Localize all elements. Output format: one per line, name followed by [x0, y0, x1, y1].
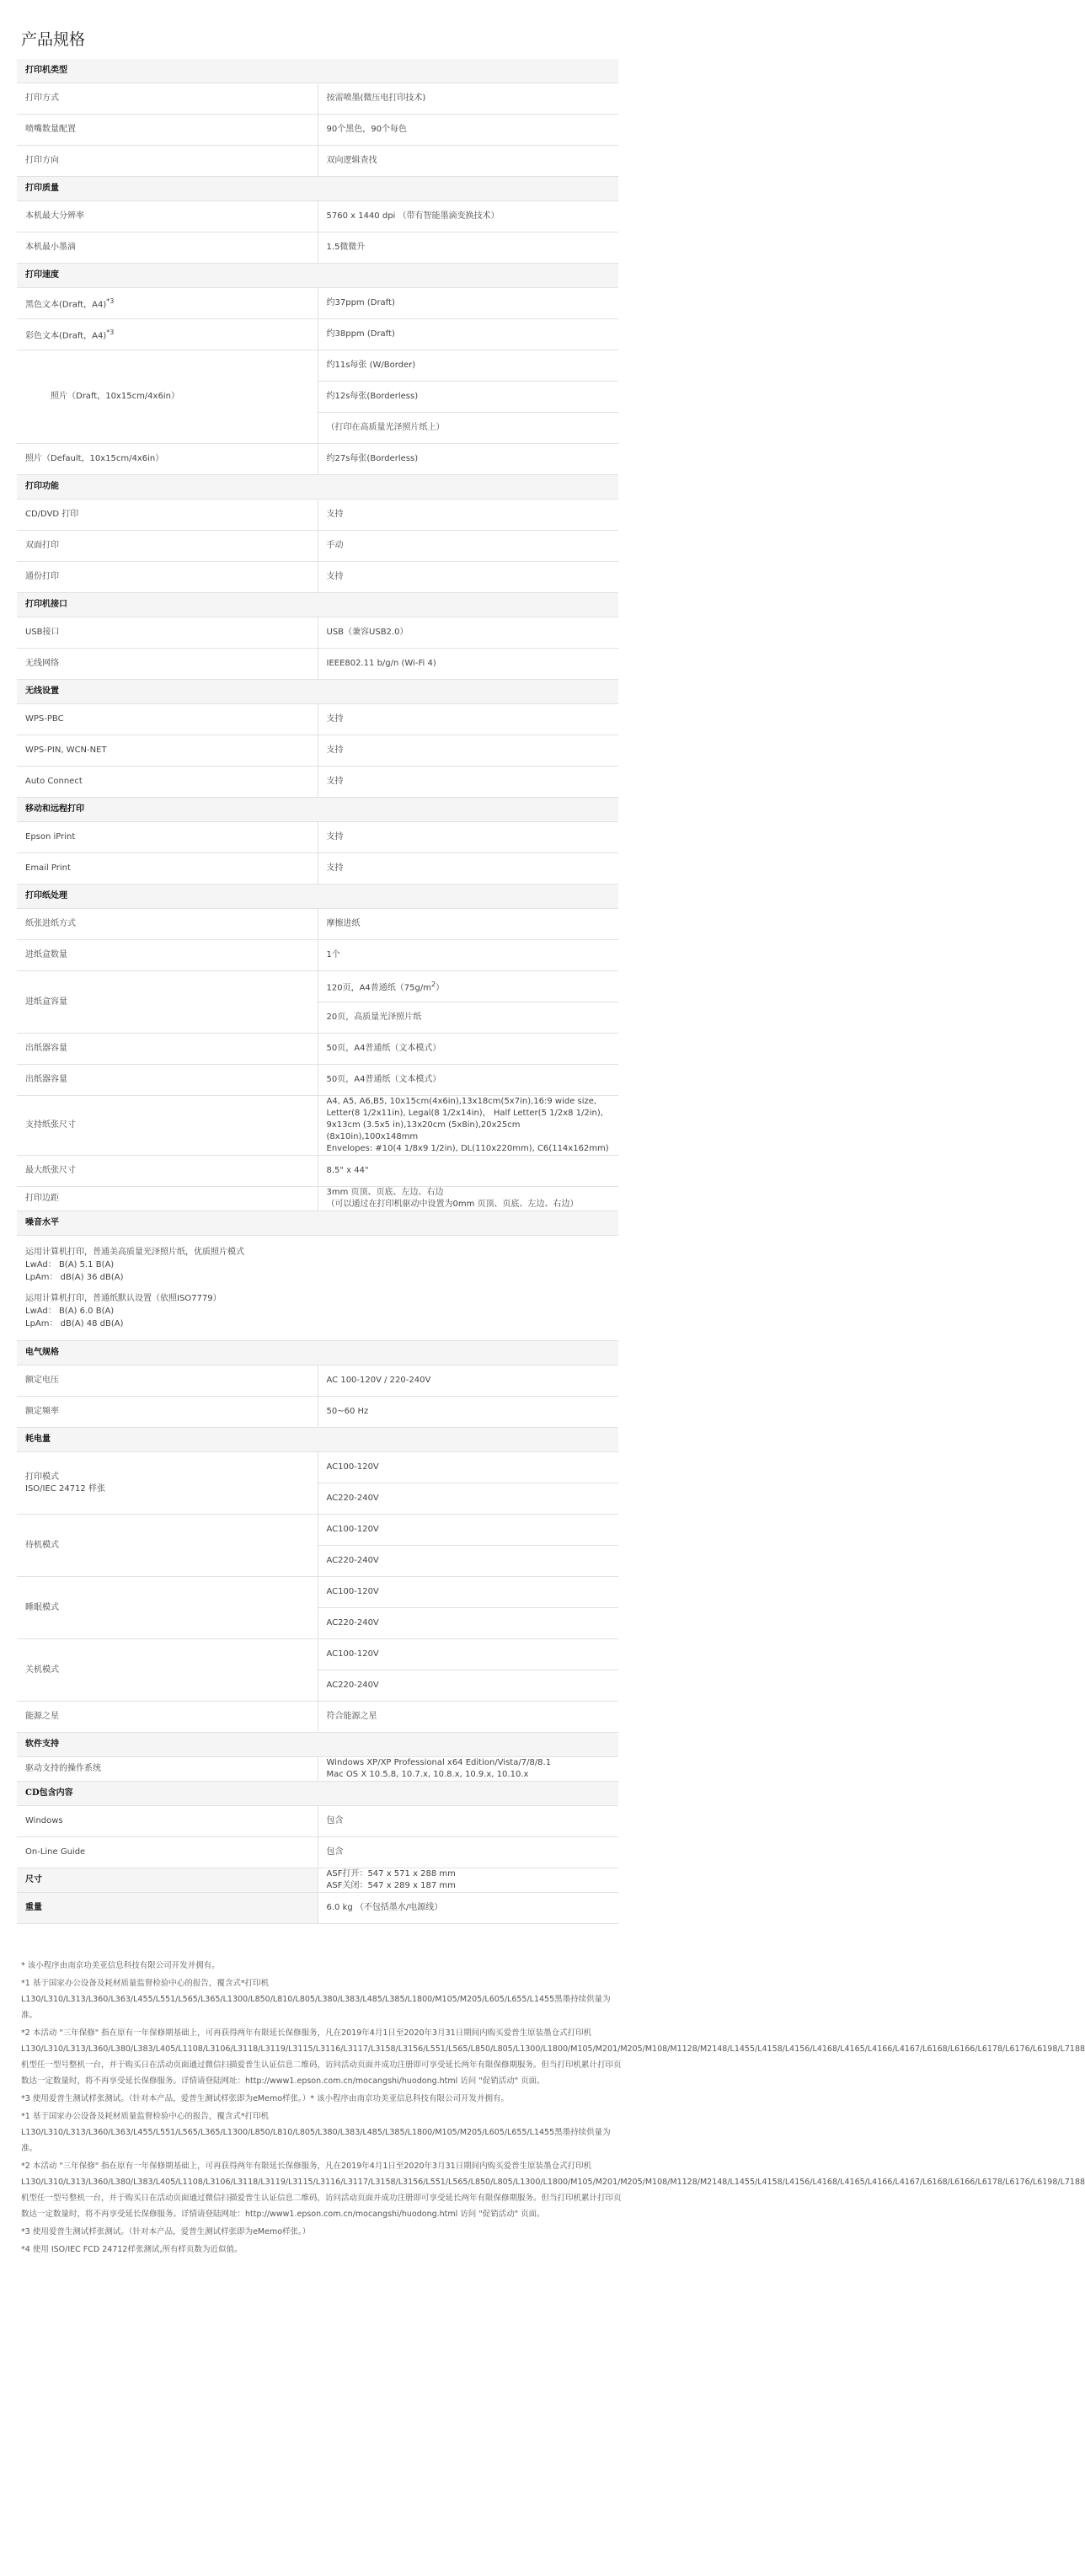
row-value: AC220-240V — [318, 1546, 618, 1577]
row-label: USB接口 — [17, 617, 318, 649]
row-label: 能源之星 — [17, 1702, 318, 1733]
row-label: 打印方式 — [17, 83, 318, 115]
row-value: 90个黑色，90个每色 — [318, 115, 618, 146]
row-value: AC 100-120V / 220-240V — [318, 1365, 618, 1397]
row-label: 无线网络 — [17, 649, 318, 680]
row-label: 打印方向 — [17, 146, 318, 177]
row-value: IEEE802.11 b/g/n (Wi-Fi 4) — [318, 649, 618, 680]
row-value: Windows XP/XP Professional x64 Edition/Vista/7/8/8.1 Mac OS X 10.5.8, 10.7.x, 10.8.x, 10.9.x, 10.10.x — [318, 1757, 618, 1782]
row-label: 纸张进纸方式 — [17, 909, 318, 940]
footnotes — [21, 1958, 1085, 2258]
row-value: 包含 — [318, 1806, 618, 1837]
row-label: 喷嘴数量配置 — [17, 115, 318, 146]
row-value: AC220-240V — [318, 1483, 618, 1515]
row-label: 照片（Draft，10x15cm/4x6in） — [17, 350, 318, 444]
row-value: 5760 x 1440 dpi （带有智能墨滴变换技术） — [318, 201, 618, 232]
row-label: On-Line Guide — [17, 1837, 318, 1868]
row-value: AC100-120V — [318, 1452, 618, 1483]
footnote: *1 基于国家办公设备及耗材质量监督检验中心的报告，覆含式*打印机L130/L310/L313/L360/L363/L455/L551/L565/L365/L1300/L850/L810/L805/L380/L383/L485/L385/L1800/M105/M205/L605/L655/L1455黑墨持续供量为准。 — [21, 2112, 611, 2153]
row-value: 手动 — [318, 531, 618, 562]
row-value: A4, A5, A6,B5, 10x15cm(4x6in),13x18cm(5x7in),16:9 wide size, Letter(8 1/2x11in), Legal(8 1/2x14in)， Half Letter(5 1/2x8 1/2in), 9x13cm (3.5x5 in),13x20cm (5x8in),20x25cm (8x10in),100x148mm Envelopes: #10(4 1/8x9 1/2in), DL(110x220mm), C6(114x162mm) — [318, 1096, 618, 1156]
row-value: AC100-120V — [318, 1639, 618, 1670]
row-value: 约27s每张(Borderless) — [318, 444, 618, 475]
row-label: 打印模式 ISO/IEC 24712 样张 — [17, 1452, 318, 1515]
footnote: *3 使用爱普生测试样张测试。（针对本产品，爱普生测试样张即为eMemo样张。） — [21, 2227, 311, 2237]
row-label: WPS-PBC — [17, 704, 318, 735]
row-value: 支持 — [318, 562, 618, 593]
footnote: * 该小程序由南京功美亚信息科技有限公司开发并拥有。 — [21, 1961, 220, 1970]
row-label: 进纸盒容量 — [17, 971, 318, 1034]
row-label: 关机模式 — [17, 1639, 318, 1702]
row-value: 支持 — [318, 735, 618, 767]
row-value: ASF打开：547 x 571 x 288 mm ASF关闭：547 x 289 x 187 mm — [318, 1868, 618, 1893]
footnote: *4 使用 ISO/IEC FCD 24712样张测试,所有样页数为近似值。 — [21, 2245, 243, 2254]
row-value: USB（兼容USB2.0） — [318, 617, 618, 649]
row-value: 约38ppm (Draft) — [318, 319, 618, 350]
row-label: 打印边距 — [17, 1187, 318, 1211]
row-label: Email Print — [17, 853, 318, 884]
row-value: 50页，A4普通纸（文本模式） — [318, 1065, 618, 1096]
row-value: 支持 — [318, 853, 618, 884]
row-label: 黑色文本(Draft，A4)$^{*3}$ — [17, 288, 318, 319]
row-value: AC100-120V — [318, 1577, 618, 1608]
row-label: Auto Connect — [17, 767, 318, 798]
row-value: 包含 — [318, 1837, 618, 1868]
section-header: 软件支持 — [17, 1733, 618, 1757]
row-label: 出纸器容量 — [17, 1065, 318, 1096]
row-label: 本机最小墨滴 — [17, 232, 318, 264]
row-value: 支持 — [318, 500, 618, 531]
row-label: 进纸盒数量 — [17, 940, 318, 971]
row-value: 摩擦进纸 — [318, 909, 618, 940]
row-label: 额定电压 — [17, 1365, 318, 1397]
noise-block: 运用计算机打印，普通美高质量光泽照片纸，优质照片模式 LwAd： B(A) 5.1 B(A) LpAm： dB(A) 36 dB(A) 运用计算机打印，普通纸默认设置（依照ISO7779） LwAd： B(A) 6.0 B(A) LpAm： dB(A) 48 dB(A) — [17, 1236, 618, 1341]
row-label: 出纸器容量 — [17, 1034, 318, 1065]
row-value: 50~60 Hz — [318, 1397, 618, 1428]
section-header: 尺寸 — [17, 1868, 318, 1893]
row-value: 120页，A4普通纸$(75g/m^2)$ — [318, 971, 618, 1002]
row-label: CD/DVD 打印 — [17, 500, 318, 531]
section-header: 打印功能 — [17, 475, 618, 500]
row-label: 驱动支持的操作系统 — [17, 1757, 318, 1782]
row-value: 支持 — [318, 822, 618, 853]
row-value: AC220-240V — [318, 1670, 618, 1702]
row-label: 待机模式 — [17, 1515, 318, 1577]
section-header: CD包含内容 — [17, 1782, 618, 1806]
row-value: 6.0 kg （不包括墨水/电源线） — [318, 1893, 618, 1924]
section-header: 移动和远程打印 — [17, 798, 618, 822]
row-label: 双面打印 — [17, 531, 318, 562]
row-value: 支持 — [318, 704, 618, 735]
section-header: 电气规格 — [17, 1341, 618, 1365]
row-label: 睡眠模式 — [17, 1577, 318, 1639]
row-label: 本机最大分辨率 — [17, 201, 318, 232]
row-label: 最大纸张尺寸 — [17, 1156, 318, 1187]
row-label: 彩色文本(Draft，A4)$^{*3}$ — [17, 319, 318, 350]
row-value: 1个 — [318, 940, 618, 971]
section-header: 打印质量 — [17, 177, 618, 201]
row-value: 20页，高质量光泽照片纸 — [318, 1002, 618, 1034]
row-value: AC100-120V — [318, 1515, 618, 1546]
footnote: *3 使用爱普生测试样张测试。（针对本产品，爱普生测试样张即为eMemo样张。）* 该小程序由南京功美亚信息科技有限公司开发并拥有。 — [21, 2094, 510, 2103]
row-label: 支持纸张尺寸 — [17, 1096, 318, 1156]
row-label: 通份打印 — [17, 562, 318, 593]
section-header: 耗电量 — [17, 1428, 618, 1452]
section-header: 无线设置 — [17, 680, 618, 704]
row-value: 符合能源之星 — [318, 1702, 618, 1733]
row-label: 额定频率 — [17, 1397, 318, 1428]
section-header: 打印纸处理 — [17, 884, 618, 909]
section-header: 噪音水平 — [17, 1211, 618, 1236]
section-header: 打印机类型 — [17, 59, 618, 83]
row-value: 约12s每张(Borderless) — [318, 382, 618, 413]
row-value: 50页，A4普通纸（文本模式） — [318, 1034, 618, 1065]
row-value: 支持 — [318, 767, 618, 798]
section-header: 重量 — [17, 1893, 318, 1924]
section-header: 打印速度 — [17, 264, 618, 288]
footnote: *2 本活动 "三年保修" 指在原有一年保修期基础上，可再获得两年有限延长保修服务，凡在2019年4月1日至2020年3月31日期间内购买爱普生原装墨仓式打印机 L130/L310/L313/L360/L380/L383/L405/L1108/L3106/L3118/L3119/L3115/L3116/L3117/L3158/L3156/L551/L565/L850/L805/L1300/L1800/M105/M201/M205/M108/M1128/M2148/L1455/L4158/L4156/L4168/L4165/L4166/L4167/L6168/L6166/L6178/L6176/L6198/L7188机型任一型号整机一台，并于购买日在活动页面通过微信扫描爱普生认证信息二维码，访问活动页面并成功注册即可享受延长两年有限保修期服务。但当打印机累计打印页数达一定数量时，将不再享受延长保修服务。详情请登陆网址：http://www1.epson.com.cn/mocangshi/huodong.html 访问 "促销活动" 页面。 — [21, 2028, 1085, 2086]
row-label: WPS-PIN, WCN-NET — [17, 735, 318, 767]
row-value: 约37ppm (Draft) — [318, 288, 618, 319]
row-label: Epson iPrint — [17, 822, 318, 853]
footnote: *1 基于国家办公设备及耗材质量监督检验中心的报告，覆含式*打印机L130/L310/L313/L360/L363/L455/L551/L565/L365/L1300/L850/L810/L805/L380/L383/L485/L385/L1800/M105/M205/L605/L655/L1455黑墨持续供量为准。 — [21, 1979, 611, 2020]
row-value: 按需喷墨(微压电打印技术) — [318, 83, 618, 115]
section-header: 打印机接口 — [17, 593, 618, 617]
row-value: 1.5微微升 — [318, 232, 618, 264]
row-value: 双向逻辑查找 — [318, 146, 618, 177]
row-label: Windows — [17, 1806, 318, 1837]
row-label: 照片（Default，10x15cm/4x6in） — [17, 444, 318, 475]
spec-table — [17, 59, 618, 1924]
row-value: 约11s每张 (W/Border) — [318, 350, 618, 382]
row-value: （打印在高质量光泽照片纸上） — [318, 413, 618, 444]
footnote: *2 本活动 "三年保修" 指在原有一年保修期基础上，可再获得两年有限延长保修服务，凡在2019年4月1日至2020年3月31日期间内购买爱普生原装墨仓式打印机 L130/L310/L313/L360/L380/L383/L405/L1108/L3106/L3118/L3119/L3115/L3116/L3117/L3158/L3156/L551/L565/L850/L805/L1300/L1800/M105/M201/M205/M108/M1128/M2148/L1455/L4158/L4156/L4168/L4165/L4166/L4167/L6168/L6166/L6178/L6176/L6198/L7188机型任一型号整机一台，并于购买日在活动页面通过微信扫描爱普生认证信息二维码，访问活动页面并成功注册即可享受延长两年有限保修期服务。但当打印机累计打印页数达一定数量时，将不再享受延长保修服务。详情请登陆网址：http://www1.epson.com.cn/mocangshi/huodong.html 访问 "促销活动" 页面。 — [21, 2162, 1085, 2219]
row-value: AC220-240V — [318, 1608, 618, 1639]
row-value: 8.5" x 44" — [318, 1156, 618, 1187]
row-value: 3mm 页顶、页底、左边、右边 （可以通过在打印机驱动中设置为0mm 页顶、页底、左边、右边） — [318, 1187, 618, 1211]
page-title: 产品规格 — [21, 30, 86, 49]
